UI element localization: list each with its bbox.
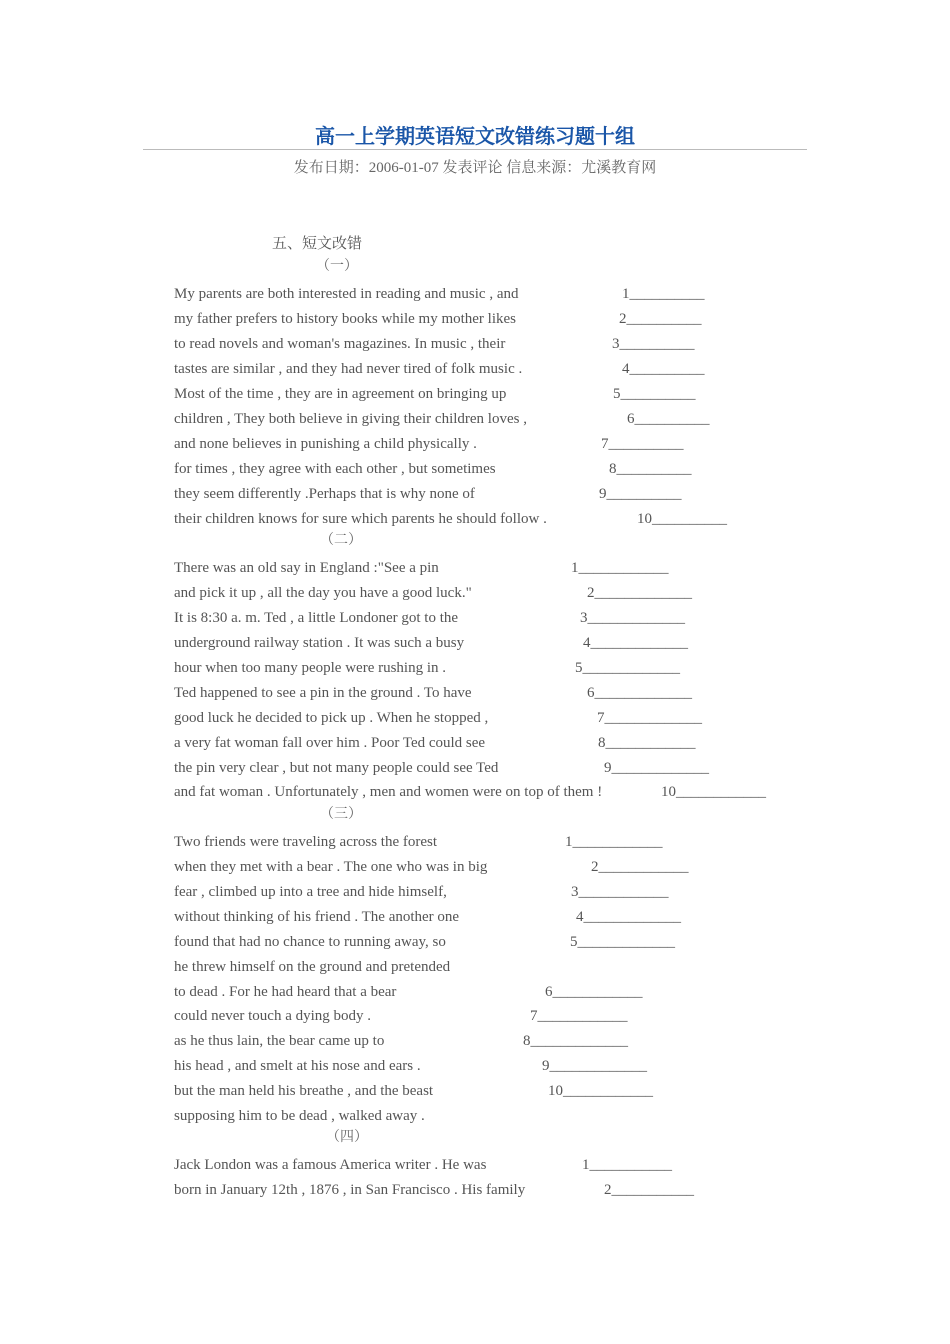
title-divider <box>143 149 807 150</box>
exercise-line: the pin very clear , but not many people could see Ted <box>174 760 499 776</box>
exercise-line: they seem differently .Perhaps that is why none of <box>174 486 475 502</box>
answer-blank: 7____________ <box>530 1008 628 1024</box>
exercise-line: to read novels and woman's magazines. In music , their <box>174 336 506 352</box>
exercise-line: hour when too many people were rushing in . <box>174 660 447 676</box>
exercise-line: supposing him to be dead , walked away . <box>174 1108 425 1124</box>
answer-blank: 3__________ <box>612 336 695 352</box>
answer-blank: 6_____________ <box>587 685 692 701</box>
exercise-line: could never touch a dying body . <box>174 1008 372 1024</box>
exercise-line: he threw himself on the ground and pretended <box>174 959 451 975</box>
exercise-line: There was an old say in England :"See a pin <box>174 560 439 576</box>
answer-blank: 2__________ <box>619 311 702 327</box>
exercise-line: and fat woman . Unfortunately , men and women were on top of them ! <box>174 784 603 800</box>
exercise-line: good luck he decided to pick up . When he stopped , <box>174 710 489 726</box>
answer-blank: 8____________ <box>598 735 696 751</box>
exercise-line: their children knows for sure which parents he should follow . <box>174 511 547 527</box>
exercise-line: My parents are both interested in reading and music , and <box>174 286 519 302</box>
answer-blank: 3____________ <box>571 884 669 900</box>
answer-blank: 2____________ <box>591 859 689 875</box>
exercise-line: when they met with a bear . The one who was in big <box>174 859 488 875</box>
exercise-line: Two friends were traveling across the forest <box>174 834 438 850</box>
answer-blank: 5_____________ <box>570 934 675 950</box>
answer-blank: 9_____________ <box>604 760 709 776</box>
answer-blank: 2_____________ <box>587 585 692 601</box>
answer-blank: 4_____________ <box>583 635 688 651</box>
exercise-line: found that had no chance to running away, so <box>174 934 446 950</box>
exercise-line: children , They both believe in giving their children loves , <box>174 411 527 427</box>
answer-blank: 6____________ <box>545 984 643 1000</box>
exercise-line: my father prefers to history books while my mother likes <box>174 311 517 327</box>
exercise-line: tastes are similar , and they had never tired of folk music . <box>174 361 523 377</box>
answer-blank: 9_____________ <box>542 1058 647 1074</box>
answer-blank: 1____________ <box>565 834 663 850</box>
answer-blank: 3_____________ <box>580 610 685 626</box>
exercise-line: his head , and smelt at his nose and ears . <box>174 1058 421 1074</box>
answer-blank: 2___________ <box>604 1182 694 1198</box>
answer-blank: 7__________ <box>601 436 684 452</box>
exercise-line: Most of the time , they are in agreement on bringing up <box>174 386 507 402</box>
exercise-line: for times , they agree with each other , but sometimes <box>174 461 496 477</box>
answer-blank: 10____________ <box>661 784 766 800</box>
part-label: （三） <box>320 807 362 822</box>
answer-blank: 7_____________ <box>597 710 702 726</box>
exercise-line: It is 8:30 a. m. Ted , a little Londoner got to the <box>174 610 459 626</box>
exercise-line: and pick it up , all the day you have a good luck." <box>174 585 472 601</box>
answer-blank: 6__________ <box>627 411 710 427</box>
part-label: （二） <box>320 533 362 548</box>
answer-blank: 8__________ <box>609 461 692 477</box>
exercise-line: fear , climbed up into a tree and hide himself, <box>174 884 447 900</box>
exercise-line: and none believes in punishing a child physically . <box>174 436 477 452</box>
answer-blank: 5__________ <box>613 386 696 402</box>
exercise-line: Ted happened to see a pin in the ground . To have <box>174 685 472 701</box>
answer-blank: 4_____________ <box>576 909 681 925</box>
part-label: （一） <box>316 259 358 274</box>
answer-blank: 4__________ <box>622 361 705 377</box>
part-label: （四） <box>326 1130 368 1145</box>
publish-meta: 发布日期：2006-01-07 发表评论 信息来源：尤溪教育网 <box>293 160 657 176</box>
answer-blank: 10__________ <box>637 511 727 527</box>
answer-blank: 1____________ <box>571 560 669 576</box>
answer-blank: 8_____________ <box>523 1033 628 1049</box>
exercise-line: a very fat woman fall over him . Poor Ted could see <box>174 735 486 751</box>
exercise-line: born in January 12th , 1876 , in San Francisco . His family <box>174 1182 526 1198</box>
answer-blank: 1__________ <box>622 286 705 302</box>
exercise-line: without thinking of his friend . The another one <box>174 909 460 925</box>
answer-blank: 10____________ <box>548 1083 653 1099</box>
section-heading: 五、短文改错 <box>272 236 363 252</box>
exercise-line: but the man held his breathe , and the beast <box>174 1083 434 1099</box>
answer-blank: 9__________ <box>599 486 682 502</box>
exercise-line: underground railway station . It was such a busy <box>174 635 465 651</box>
answer-blank: 5_____________ <box>575 660 680 676</box>
exercise-line: to dead . For he had heard that a bear <box>174 984 397 1000</box>
answer-blank: 1___________ <box>582 1157 672 1173</box>
exercise-line: Jack London was a famous America writer . He was <box>174 1157 487 1173</box>
exercise-line: as he thus lain, the bear came up to <box>174 1033 385 1049</box>
page-title: 高一上学期英语短文改错练习题十组 <box>315 124 635 148</box>
